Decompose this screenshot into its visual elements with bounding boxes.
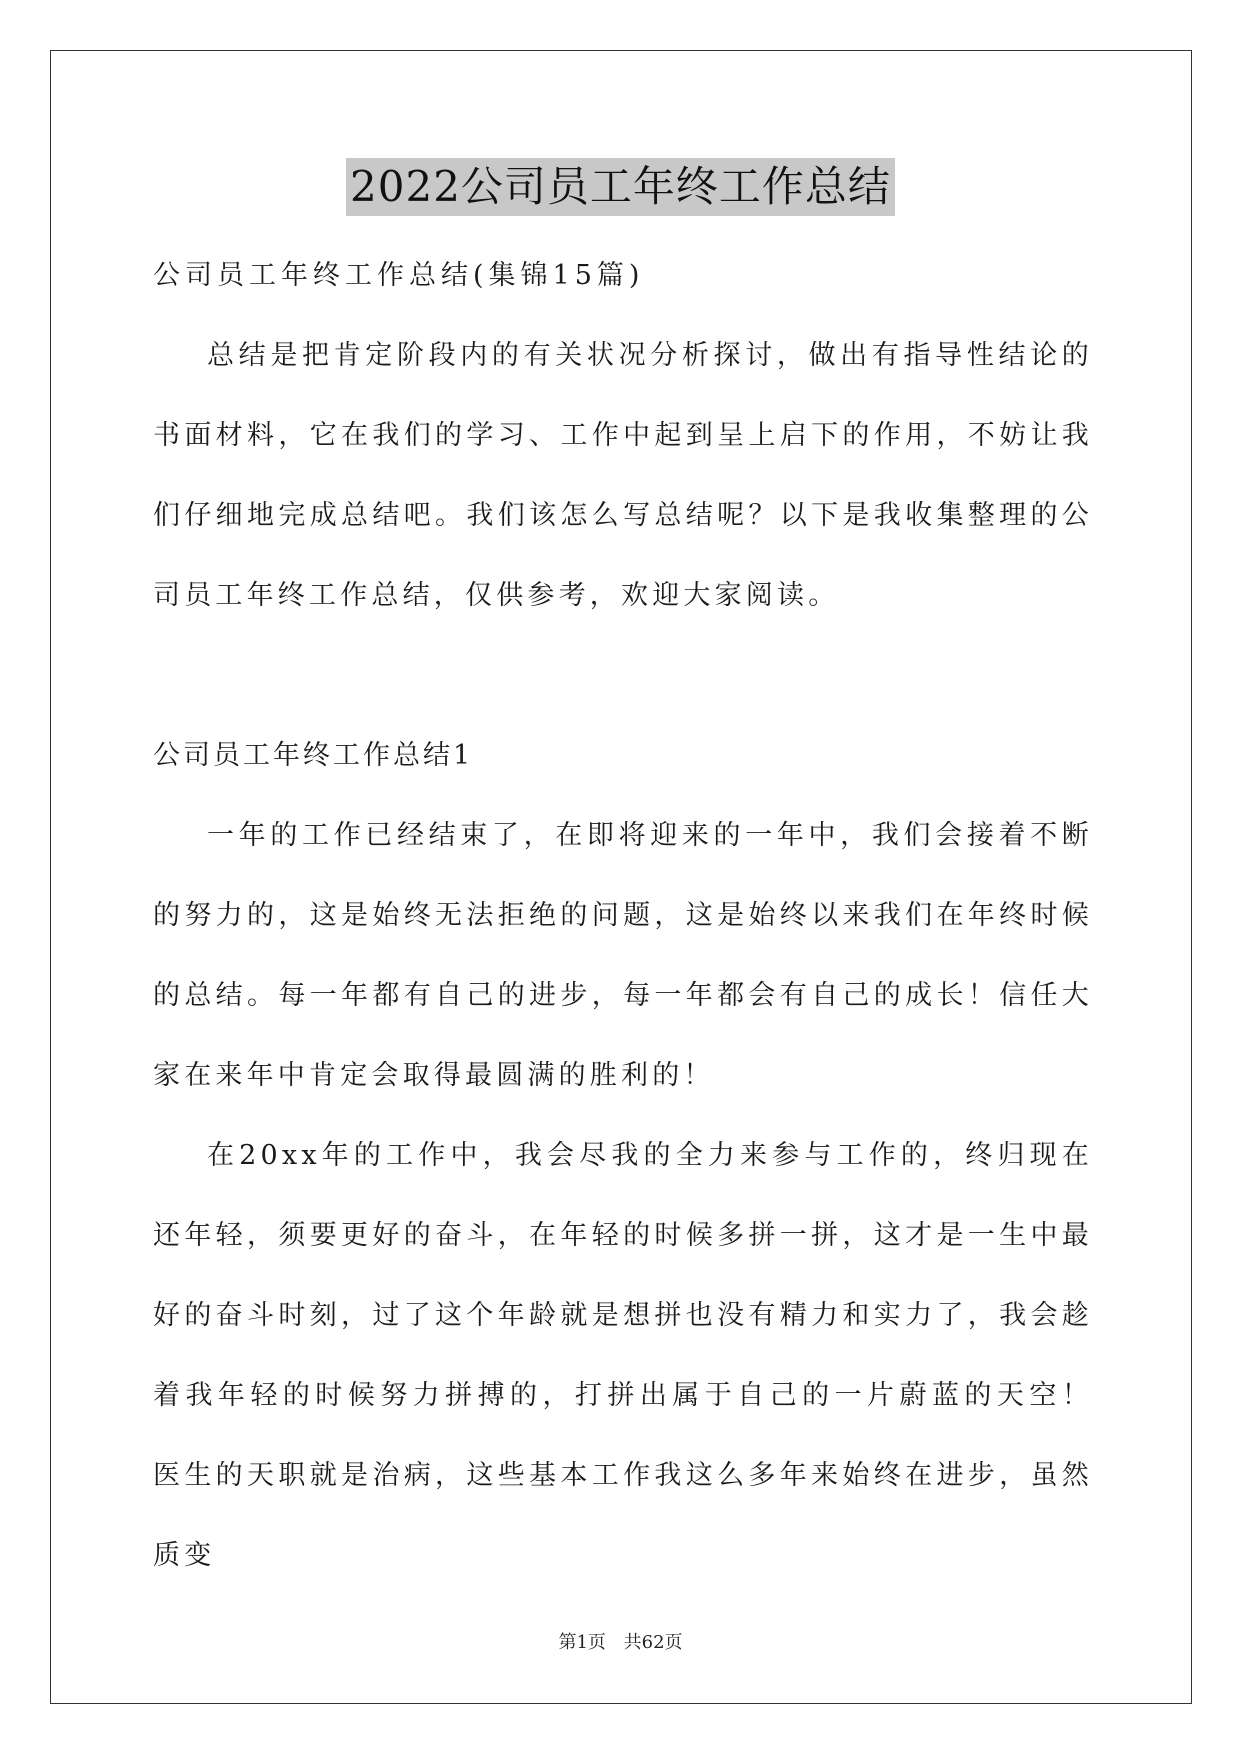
- section-paragraph-1: 一年的工作已经结束了，在即将迎来的一年中，我们会接着不断的努力的，这是始终无法拒绝的问题，这是始终以来我们在年终时候的总结。每一年都有自己的进步，每一年都会有自己的成长！信任大家在来年中肯定会取得最圆满的胜利的！: [153, 820, 1093, 1091]
- page-number: 第1页: [558, 1632, 606, 1653]
- page-footer: [0, 1628, 1241, 1654]
- section-spacer: [153, 636, 1093, 716]
- document-title: 2022公司员工年终工作总结: [346, 158, 895, 216]
- document-body: [153, 236, 1093, 1596]
- section-paragraph-2: 在20xx年的工作中，我会尽我的全力来参与工作的，终归现在还年轻，须要更好的奋斗，在年轻的时候多拼一拼，这才是一生中最好的奋斗时刻，过了这个年龄就是想拼也没有精力和实力了，我会趁着我年轻的时候努力拼搏的，打拼出属于自己的一片蔚蓝的天空！ 医生的天职就是治病，这些基本工作我这么多年来始终在进步，虽然质变: [153, 1140, 1093, 1571]
- intro-paragraph: 总结是把肯定阶段内的有关状况分析探讨，做出有指导性结论的书面材料，它在我们的学习、工作中起到呈上启下的作用，不妨让我们仔细地完成总结吧。我们该怎么写总结呢？以下是我收集整理的公司员工年终工作总结，仅供参考，欢迎大家阅读。: [153, 340, 1093, 611]
- title-container: [0, 158, 1241, 216]
- document-subtitle: 公司员工年终工作总结(集锦15篇): [153, 260, 645, 291]
- section-heading: 公司员工年终工作总结1: [153, 740, 474, 771]
- page-total: 共62页: [623, 1632, 683, 1653]
